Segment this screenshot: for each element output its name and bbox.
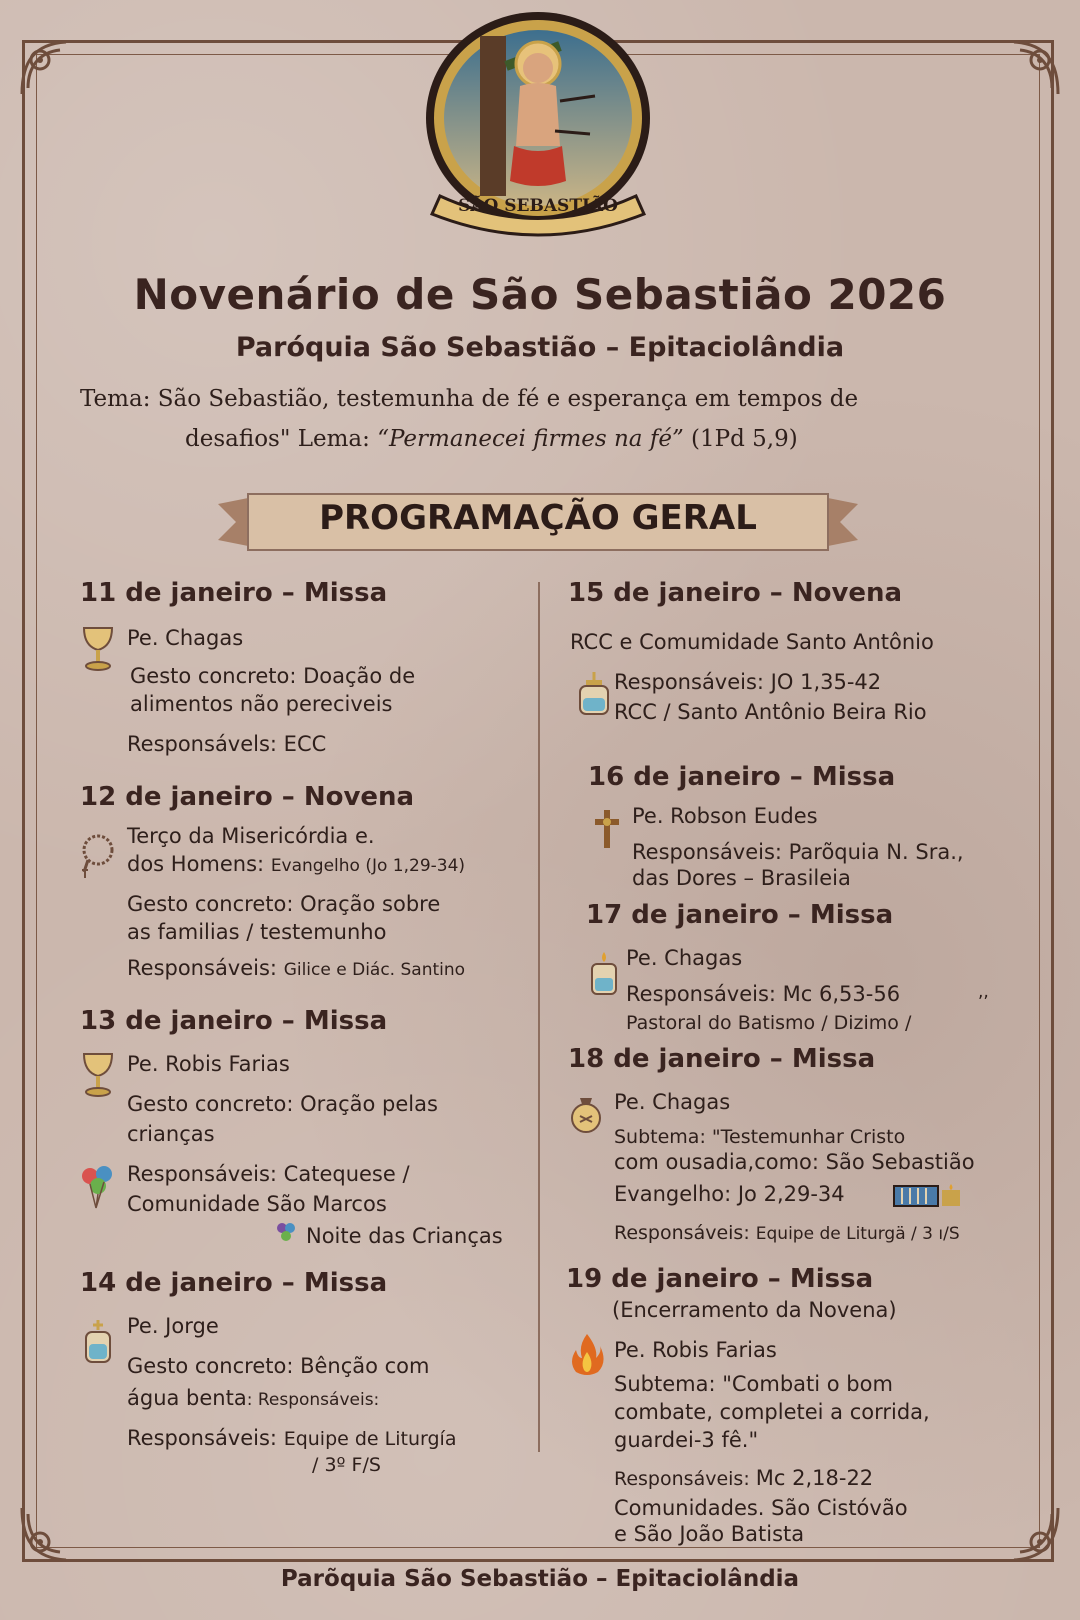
day-19-sub-3: guardei-3 fê.": [614, 1428, 759, 1452]
day-18-heading: 18 de janeiro – Missa: [568, 1044, 876, 1074]
day-11-resp: Responsávels: ECC: [127, 732, 327, 756]
chalice-icon: [78, 624, 118, 672]
theme-line-2-a: desafios" Lema:: [185, 426, 378, 452]
column-divider: [538, 582, 540, 1452]
candle-jar-icon: [584, 950, 624, 998]
day-14-gesto-2-a: água benta: [127, 1386, 247, 1410]
corner-ornament-icon: [14, 32, 84, 102]
day-14-resp-b: Equipe de Liturgía: [283, 1428, 457, 1450]
day-19-resp: [614, 1464, 873, 1493]
day-12-resp-a: Responsáveis:: [127, 956, 284, 980]
day-18-sub-1: [614, 1122, 905, 1151]
day-11-gesto-1: Gesto concreto: Doação de: [130, 664, 416, 688]
day-13-note: Noite das Crianças: [306, 1224, 503, 1248]
day-17-priest: Pe. Chagas: [626, 946, 743, 970]
day-15-group: RCC e Comumidade Santo Antônio: [570, 630, 934, 654]
grapes-icon: [274, 1220, 298, 1248]
day-13-priest: Pe. Robis Farias: [127, 1052, 290, 1076]
day-15-resp-2: RCC / Santo Antônio Beira Rio: [614, 700, 927, 724]
day-12-resp: [127, 954, 465, 984]
day-12-gospel: Evangelho (Jo 1,29-34): [270, 856, 466, 876]
theme-line-1: Tema: São Sebastião, testemunha de fé e esperança em tempos de: [80, 386, 859, 412]
day-16-priest: Pe. Robson Eudes: [632, 804, 818, 828]
day-18-gospel: Evangelho: Jo 2,29-34: [614, 1182, 845, 1206]
day-11-priest: Pe. Chagas: [127, 626, 244, 650]
day-12-resp-b: Gilice e Diác. Santino: [283, 960, 466, 980]
holy-water-icon: [78, 1318, 118, 1366]
day-19-resp-b: Mc 2,18-22: [755, 1466, 874, 1490]
motto: “Permanecei firmes na fé”: [377, 426, 684, 452]
day-14-gesto-2: [127, 1384, 379, 1414]
medallion-label: SÃO SEBASTIÃO: [458, 196, 618, 216]
rosary-icon: [76, 832, 116, 880]
day-13-resp-1: Responsáveis: Catequese /: [127, 1162, 410, 1186]
day-12-heading: 12 de janeiro – Novena: [80, 782, 415, 812]
day-14-resp-2: / 3º F/S: [312, 1454, 381, 1476]
day-12-gesto-1: Gesto concreto: Oração sobre: [127, 892, 441, 916]
day-13-resp-2: Comunidade São Marcos: [127, 1192, 387, 1216]
day-19-resp-a: Responsáveis:: [614, 1468, 756, 1490]
day-17-resp-1: Responsáveis: Mc 6,53-56: [626, 982, 901, 1006]
day-16-heading: 16 de janeiro – Missa: [588, 762, 896, 792]
day-17-resp-1-tail: ,,: [978, 982, 989, 1002]
day-18-resp-b: Equipe de Liturgä / 3 ı/S: [755, 1224, 960, 1244]
motto-reference: (1Pd 5,9): [683, 426, 798, 452]
day-14-resp-a: Responsáveis:: [127, 1426, 284, 1450]
day-15-resp-1: Responsáveis: JO 1,35-42: [614, 670, 882, 694]
day-19-heading: 19 de janeiro – Missa: [566, 1264, 874, 1294]
theme-line-2: [185, 426, 985, 452]
corner-ornament-icon: [14, 1500, 84, 1570]
day-18-sub-2: com ousadia,como: São Sebastião: [614, 1150, 975, 1174]
day-18-resp-a: Responsáveis:: [614, 1222, 756, 1244]
day-14-heading: 14 de janeiro – Missa: [80, 1268, 388, 1298]
day-18-sub-1-b: "Testemunhar Cristo: [711, 1126, 906, 1148]
day-19-comm-1: Comunidades. São Cistóvão: [614, 1496, 908, 1520]
day-12-line-2: [127, 850, 465, 880]
day-19-priest: Pe. Robis Farias: [614, 1338, 777, 1362]
day-16-resp-1: Responsáveis: Parõquia N. Sra.,: [632, 840, 964, 864]
day-19-sub-2: combate, completei a corrida,: [614, 1400, 930, 1424]
day-12-line-1: Terço da Misericórdia e.: [127, 824, 375, 848]
page-title: Novenário de São Sebastião 2026: [133, 270, 947, 319]
day-13-gesto-1: Gesto concreto: Oração pelas: [127, 1092, 438, 1116]
page-subtitle: Paróquia São Sebastião – Epitaciolândia: [235, 332, 845, 363]
day-14-gesto-1: Gesto concreto: Bênção com: [127, 1354, 430, 1378]
section-banner: [218, 490, 858, 554]
day-18-priest: Pe. Chagas: [614, 1090, 731, 1114]
day-12-gesto-2: as familias / testemunho: [127, 920, 387, 944]
candles-icon: [892, 1182, 964, 1208]
day-12-line-2-a: dos Homens:: [127, 852, 271, 876]
day-13-heading: 13 de janeiro – Missa: [80, 1006, 388, 1036]
chalice-icon: [78, 1050, 118, 1098]
day-18-resp: [614, 1218, 960, 1248]
day-14-gesto-2-b: : Responsáveis:: [246, 1390, 380, 1410]
day-11-gesto-2: alimentos não pereciveis: [130, 692, 393, 716]
day-17-heading: 17 de janeiro – Missa: [586, 900, 894, 930]
day-19-sub-1: Subtema: "Combati o bom: [614, 1372, 893, 1396]
day-19-heading-2: (Encerramento da Novena): [612, 1298, 897, 1322]
day-15-heading: 15 de janeiro – Novena: [568, 578, 903, 608]
day-17-resp-2: Pastoral do Batismo / Dizimo /: [626, 1012, 912, 1034]
banner-label: PROGRAMAÇÃO GERAL: [319, 498, 757, 538]
flame-icon: [568, 1332, 606, 1376]
cross-icon: [590, 808, 624, 850]
day-16-resp-2: das Dores – Brasileia: [632, 866, 851, 890]
corner-ornament-icon: [996, 32, 1066, 102]
day-19-comm-2: e São João Batista: [614, 1522, 805, 1546]
saint-medallion-icon: [410, 6, 666, 256]
day-14-priest: Pe. Jorge: [127, 1314, 219, 1338]
balloons-icon: [78, 1164, 118, 1212]
lamp-icon: [568, 1094, 604, 1136]
page-footer: Parõquia São Sebastião – Epitaciolândia: [280, 1566, 800, 1592]
corner-ornament-icon: [996, 1500, 1066, 1570]
oil-bottle-icon: [574, 670, 614, 718]
day-18-sub-1-a: Subtema:: [614, 1126, 712, 1148]
day-14-resp: [127, 1424, 456, 1453]
day-11-heading: 11 de janeiro – Missa: [80, 578, 388, 608]
day-13-gesto-2: crianças: [127, 1122, 215, 1146]
